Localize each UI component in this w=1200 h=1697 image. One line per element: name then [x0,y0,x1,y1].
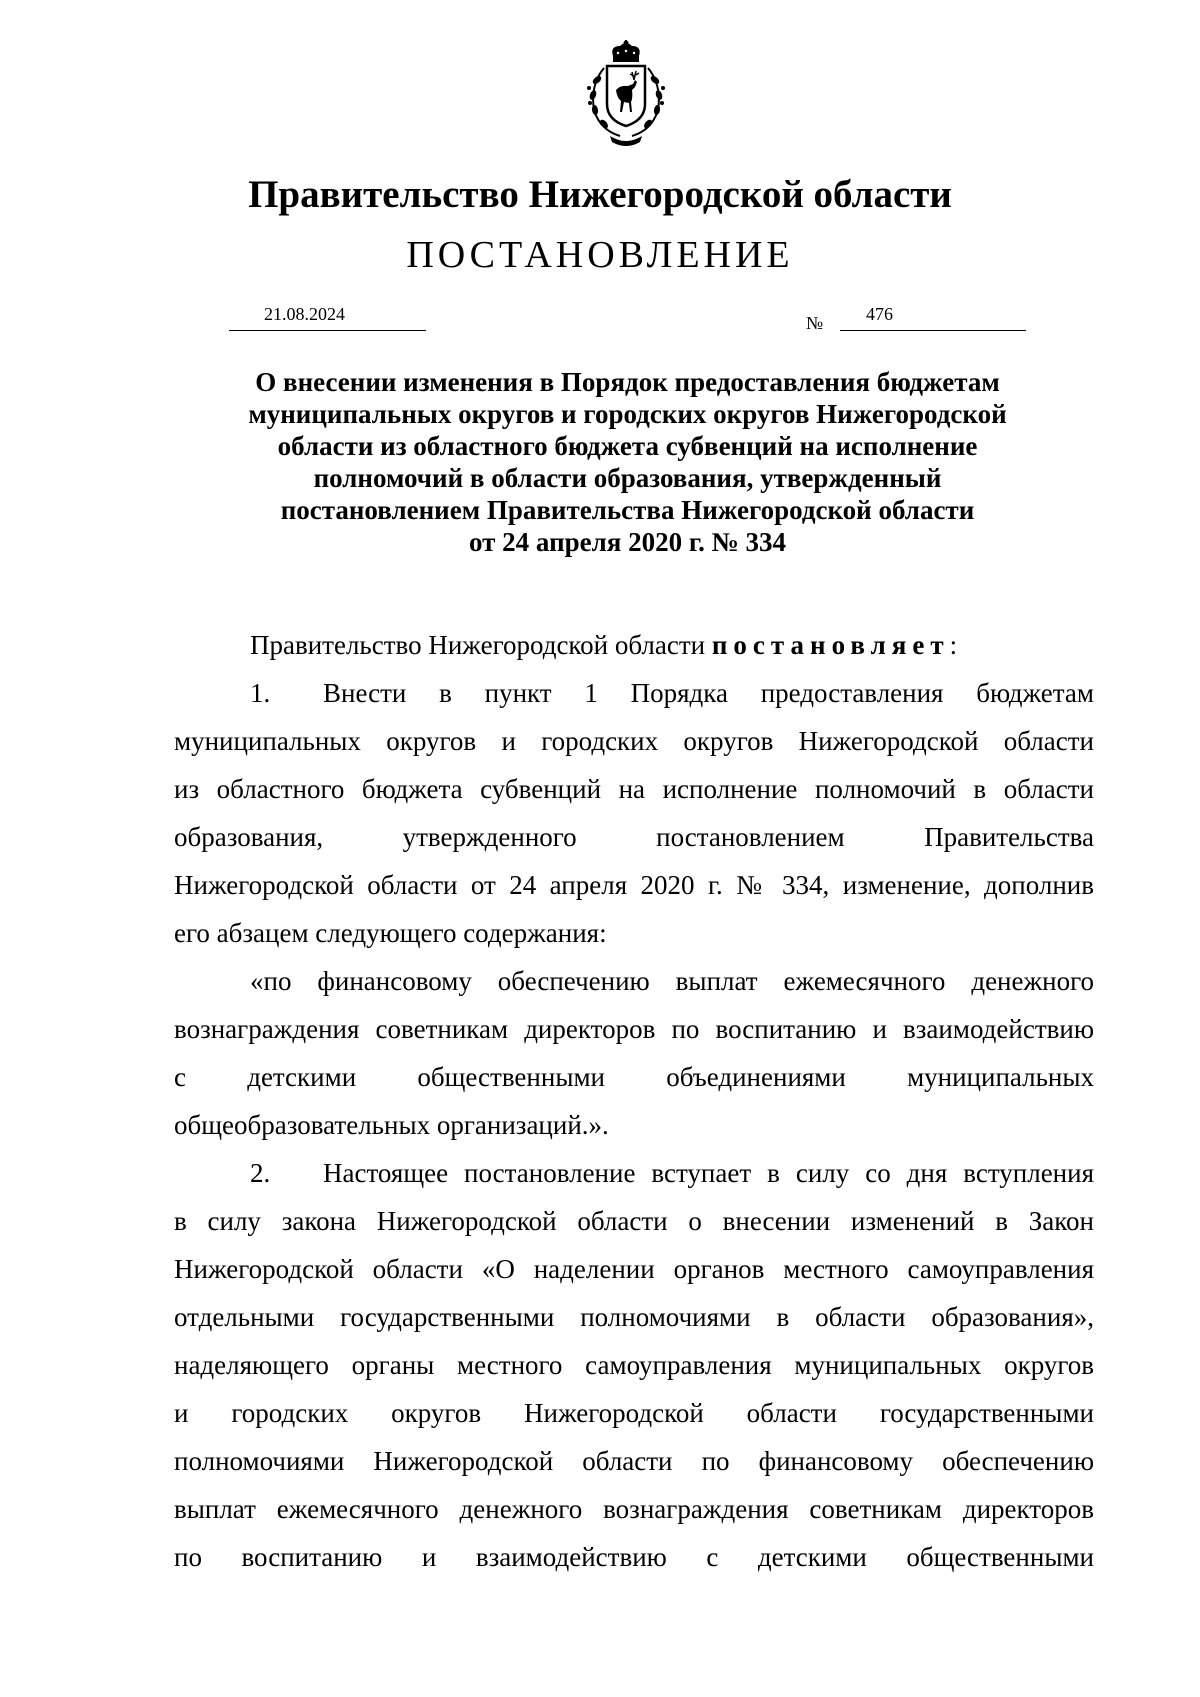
item-2-line: в силу закона Нижегородской области о внесении изменений в Закон [174,1206,1094,1236]
date-field [229,304,426,331]
quote-first-line: «по финансовому обеспечению выплат ежемесячного денежного [250,966,1094,996]
government-title: Правительство Нижегородской области [248,173,952,216]
preamble [174,621,1094,669]
item-1-first-line [174,669,1094,717]
date-value: 21.08.2024 [264,304,345,324]
item-2-first-line [174,1149,1094,1197]
document-subject [210,366,1045,558]
item-2-line: и городских округов Нижегородской области государственными [174,1398,1094,1428]
quote-line: вознаграждения советникам директоров по воспитанию и взаимодействию [174,1014,1094,1044]
number-value: 476 [866,304,893,324]
item-1-line: муниципальных округов и городских округов Нижегородской области [174,726,1094,756]
number-field [840,304,1026,331]
preamble-suffix: : [949,630,958,660]
item-2-number: 2. [250,1158,271,1188]
subject-line: от 24 апреля 2020 г. № 334 [469,527,786,557]
item-1-line: из областного бюджета субвенций на исполнение полномочий в области [174,774,1094,804]
item-2-line: выплат ежемесячного денежного вознаграждения советникам директоров [174,1494,1094,1524]
item-1-line: его абзацем следующего содержания: [174,918,607,948]
quote-line: общеобразовательных организаций.». [174,1110,609,1140]
subject-line: полномочий в области образования, утвержденный [313,463,942,493]
subject-line: области из областного бюджета субвенций на исполнение [277,431,978,461]
subject-line: муниципальных округов и городских округов Нижегородской [248,399,1007,429]
subject-line: постановлением Правительства Нижегородской области [280,495,975,525]
item-1-line: Нижегородской области от 24 апреля 2020 г. № 334, изменение, дополнив [174,870,1094,900]
subject-line: О внесении изменения в Порядок предоставления бюджетам [255,367,1000,397]
item-2-line: по воспитанию и взаимодействию с детскими общественными [174,1542,1094,1572]
item-2-line: Нижегородской области «О наделении органов местного самоуправления [174,1254,1094,1284]
item-2-text: Настоящее постановление вступает в силу со дня вступления [323,1158,1094,1188]
item-1-line: образования, утвержденного постановлением Правительства [174,822,1094,852]
number-sign: № [806,313,824,333]
quote-line: с детскими общественными объединениями муниципальных [174,1062,1094,1092]
preamble-prefix: Правительство Нижегородской области [250,630,712,660]
coat-of-arms-emblem [580,40,672,150]
item-1-number: 1. [250,678,271,708]
item-2-line: полномочиями Нижегородской области по финансовому обеспечению [174,1446,1094,1476]
preamble-verb: постановляет [711,630,950,660]
document-body [174,621,1094,1581]
document-type: ПОСТАНОВЛЕНИЕ [406,234,794,276]
item-1-text: Внести в пункт 1 Порядка предоставления бюджетам [323,678,1094,708]
item-2-line: наделяющего органы местного самоуправления муниципальных округов [174,1350,1094,1380]
item-2-line: отдельными государственными полномочиями в области образования», [174,1302,1094,1332]
